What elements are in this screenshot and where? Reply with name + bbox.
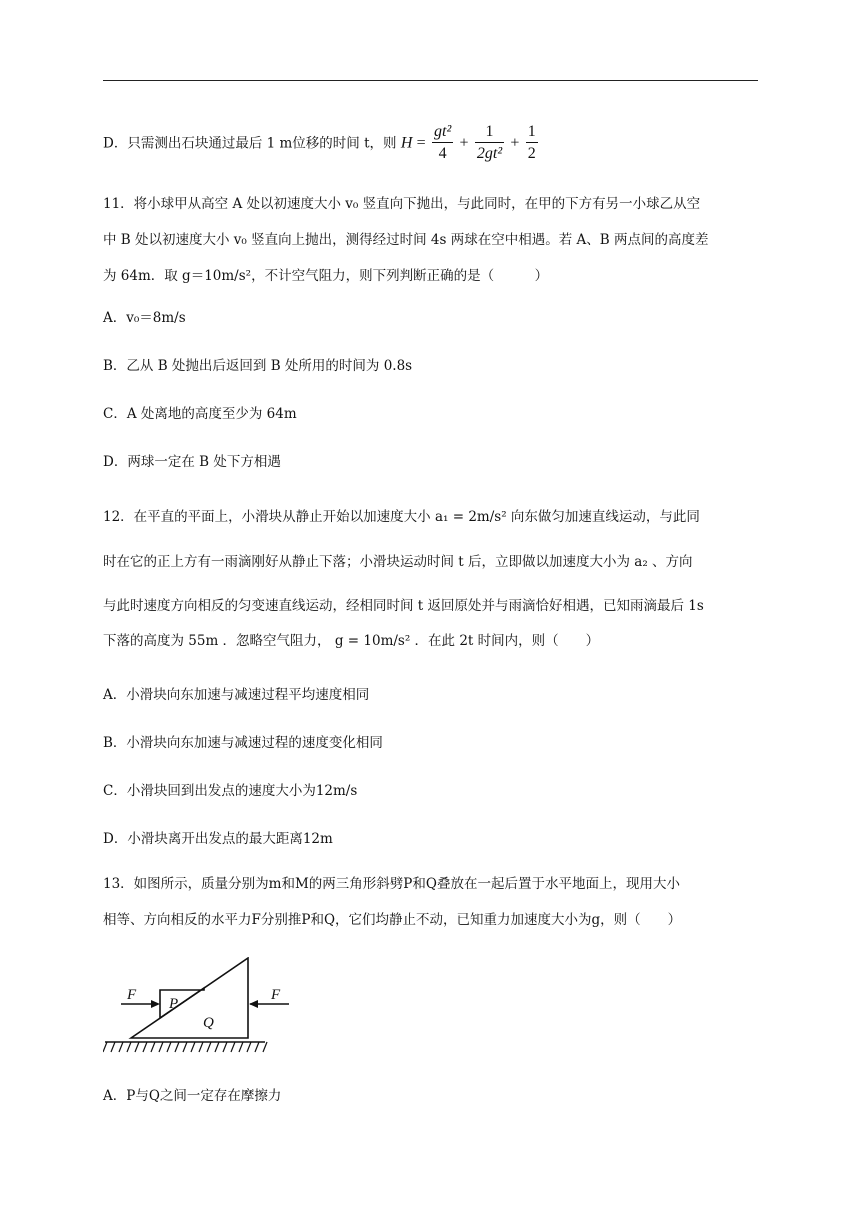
formula-plus-2: + (510, 134, 520, 152)
q10-option-d (103, 122, 540, 162)
q12-option-a: A．小滑块向东加速与减速过程平均速度相同 (103, 687, 370, 703)
label-f-left: F (127, 987, 137, 1003)
wedge-p (160, 988, 204, 1018)
label-f-right: F (271, 987, 281, 1003)
q13-option-a: A．P与Q之间一定存在摩擦力 (103, 1088, 282, 1104)
q12-option-c: C．小滑块回到出发点的速度大小为12m/s (103, 783, 358, 799)
q11-option-c: C．A 处离地的高度至少为 64m (103, 406, 297, 422)
header-rule (103, 80, 758, 81)
q11-option-a: A．v₀＝8m/s (103, 310, 186, 326)
q12-option-b: B．小滑块向东加速与减速过程的速度变化相同 (103, 735, 383, 751)
frac-2-numerator: 1 (475, 122, 504, 143)
q12-stem-line-3: 与此时速度方向相反的匀变速直线运动，经相同时间 t 返回原处并与雨滴恰好相遇，已知雨滴最后 1s (103, 598, 704, 614)
q12-stem-line-2: 时在它的正上方有一雨滴刚好从静止下落；小滑块运动时间 t 后，立即做以加速度大小为 a₂ 、方向 (103, 554, 693, 570)
frac-3-numerator: 1 (526, 122, 538, 143)
q12-stem-line-1: 12．在平直的平面上，小滑块从静止开始以加速度大小 a₁ = 2m/s² 向东做匀加速直线运动，与此同 (103, 509, 700, 525)
force-arrowhead-right (249, 1000, 258, 1008)
formula-frac-2 (475, 122, 504, 165)
label-q: Q (203, 1015, 214, 1031)
q12-stem-line-4: 下落的高度为 55m ．忽略空气阻力， g = 10m/s² ．在此 2t 时间内，则（ ） (103, 633, 600, 649)
q11-stem-line-3: 为 64m．取 g＝10m/s²，不计空气阻力，则下列判断正确的是（ ） (103, 268, 549, 284)
q10-option-d-text: D．只需测出石块通过最后 1 m位移的时间 t，则 (103, 135, 397, 152)
formula-plus-1: + (459, 134, 469, 152)
q12-option-d: D．小滑块离开出发点的最大距离12m (103, 831, 333, 847)
q13-stem-line-1: 13．如图所示，质量分别为m和M的两三角形斜劈P和Q叠放在一起后置于水平地面上，现用大小 (103, 876, 680, 892)
q11-option-b: B．乙从 B 处抛出后返回到 B 处所用的时间为 0.8s (103, 358, 413, 374)
label-p: P (169, 996, 179, 1012)
formula-h: H (400, 134, 413, 152)
wedge-figure (103, 957, 296, 1056)
formula-frac-3 (526, 122, 538, 165)
frac-2-denominator: 2gt² (476, 145, 503, 162)
frac-1-denominator: 4 (438, 145, 447, 162)
ground-hatching (103, 1042, 267, 1052)
formula-frac-1 (432, 122, 453, 165)
frac-3-denominator: 2 (527, 145, 536, 162)
q11-option-d: D．两球一定在 B 处下方相遇 (103, 454, 281, 470)
formula-eq: = (416, 134, 426, 152)
force-arrowhead-left (151, 1000, 160, 1008)
q13-stem-line-2: 相等、方向相反的水平力F分别推P和Q，它们均静止不动，已知重力加速度大小为g，则（ ） (103, 912, 682, 928)
q11-stem-line-2: 中 B 处以初速度大小 v₀ 竖直向上抛出，测得经过时间 4s 两球在空中相遇。若 A、B 两点间的高度差 (103, 232, 709, 248)
frac-1-numerator: gt² (432, 122, 453, 143)
q11-stem-line-1: 11．将小球甲从高空 A 处以初速度大小 v₀ 竖直向下抛出，与此同时，在甲的下方有另一小球乙从空 (103, 196, 701, 212)
